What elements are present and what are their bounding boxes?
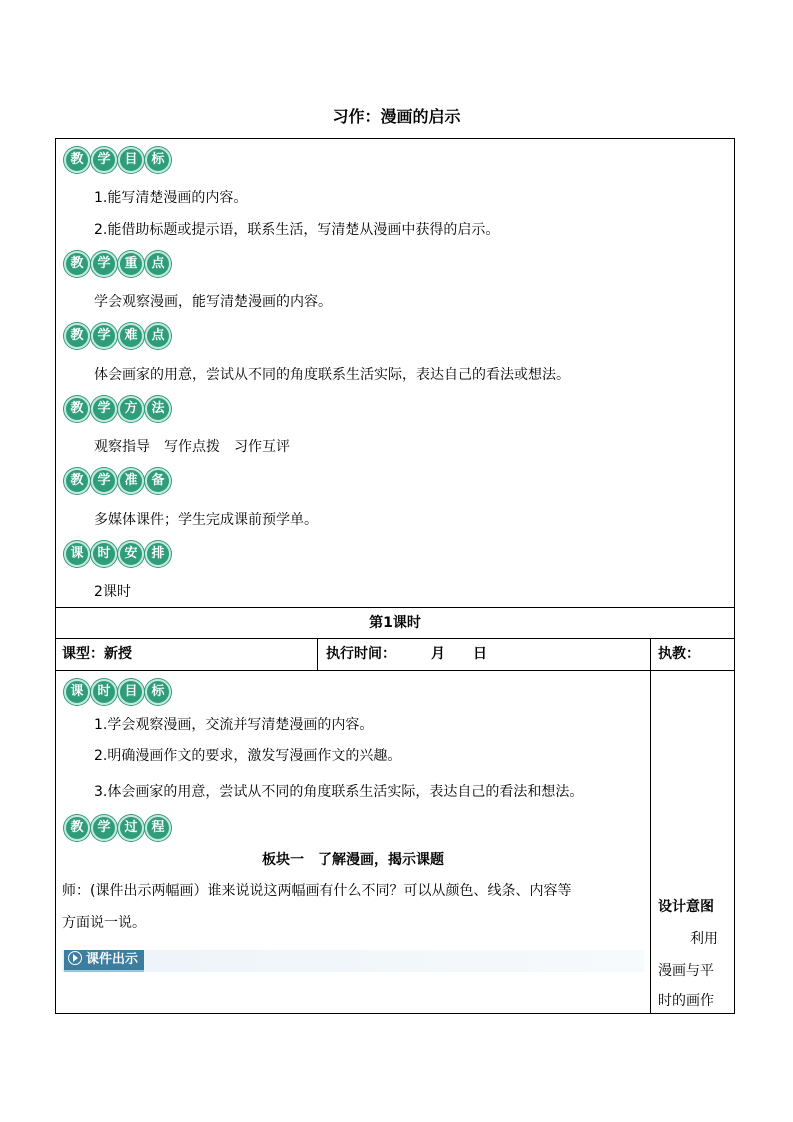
lesson-goal-line-2: 2.明确漫画作文的要求，激发写漫画作文的兴趣。 bbox=[94, 748, 402, 764]
process-badge: 教 学 过 程 bbox=[64, 815, 171, 841]
key-line: 学会观察漫画，能写清楚漫画的内容。 bbox=[94, 294, 332, 310]
schedule-line: 2课时 bbox=[94, 584, 131, 600]
lesson-body bbox=[55, 670, 735, 1014]
lesson-goal-line-3: 3.体会画家的用意，尝试从不同的角度联系生活实际，表达自己的看法和想法。 bbox=[94, 784, 584, 800]
method-badge: 教 学 方 法 bbox=[64, 396, 171, 422]
goal-line-2: 2.能借助标题或提示语，联系生活，写清楚从漫画中获得的启示。 bbox=[94, 222, 500, 238]
process-text-2: 方面说一说。 bbox=[62, 915, 146, 931]
method-line: 观察指导 写作点拨 习作互评 bbox=[94, 439, 290, 455]
lesson-goal-badge: 课 时 目 标 bbox=[64, 679, 171, 705]
lesson-goal-line-1: 1.学会观察漫画，交流并写清楚漫画的内容。 bbox=[94, 717, 374, 733]
goal-line-1: 1.能写清楚漫画的内容。 bbox=[94, 190, 248, 206]
side-title: 设计意图 bbox=[658, 899, 714, 915]
lesson-title: 第1课时 bbox=[55, 607, 735, 639]
courseware-tag[interactable]: 课件出示 bbox=[64, 950, 144, 972]
side-line-2: 漫画与平 bbox=[658, 963, 714, 979]
prep-badge: 教 学 准 备 bbox=[64, 468, 171, 494]
courseware-bar bbox=[62, 950, 644, 972]
schedule-badge: 课 时 安 排 bbox=[64, 541, 171, 567]
key-badge: 教 学 重 点 bbox=[64, 251, 171, 277]
side-line-1: 利用 bbox=[690, 931, 718, 947]
play-icon bbox=[68, 951, 82, 965]
lesson-meta-row bbox=[55, 638, 735, 671]
lesson-time: 执行时间： 月 日 bbox=[326, 646, 487, 662]
process-text-1: 师：(课件出示两幅画）谁来说说这两幅画有什么不同？可以从颜色、线条、内容等 bbox=[62, 883, 572, 899]
block-title: 板块一 了解漫画，揭示课题 bbox=[262, 852, 444, 868]
lesson-teacher: 执教： bbox=[658, 646, 700, 662]
difficulty-badge: 教 学 难 点 bbox=[64, 323, 171, 349]
side-line-3: 时的画作 bbox=[658, 993, 714, 1009]
page-title: 习作：漫画的启示 bbox=[332, 107, 461, 126]
prep-line: 多媒体课件；学生完成课前预学单。 bbox=[94, 512, 318, 528]
objectives-box bbox=[55, 138, 735, 608]
difficulty-line: 体会画家的用意，尝试从不同的角度联系生活实际，表达自己的看法或想法。 bbox=[94, 367, 570, 383]
lesson-type: 课型：新授 bbox=[62, 646, 132, 662]
goal-badge: 教 学 目 标 bbox=[64, 147, 171, 173]
